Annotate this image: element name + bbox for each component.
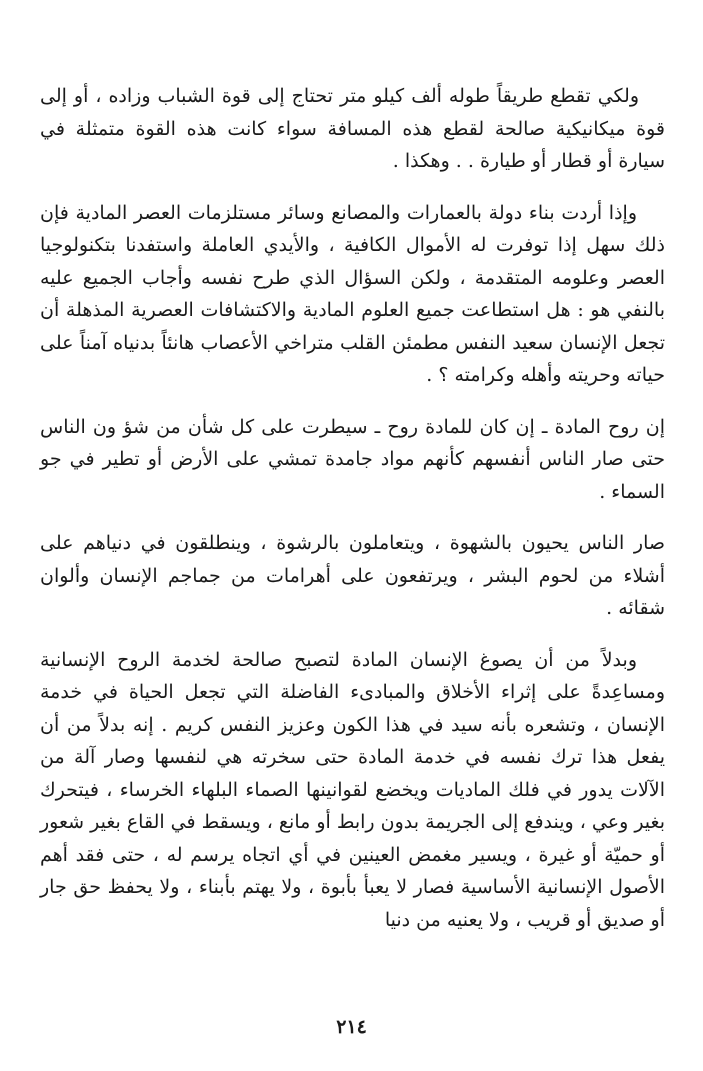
paragraph-3: إن روح المادة ـ إن كان للمادة روح ـ سيطرت على كل شأن من شؤ ون الناس حتى صار الناس أنفسهم كأنهم مواد جامدة تمشي على الأرض أو تطير في جو السماء . — [40, 415, 665, 503]
body-text — [40, 80, 665, 955]
page-number: ٢١٤ — [336, 1016, 367, 1038]
paragraph-2: وإذا أردت بناء دولة بالعمارات والمصانع وسائر مستلزمات العصر المادية فإن ذلك سهل إذا توفرت له الأموال الكافية ، والأيدي العاملة واستفدنا بتكنولوجيا العصر وعلومه المتقدمة ، ولكن السؤال الذي طرح نفسه وأجاب الجميع عليه بالنفي هو : هل استطاعت جميع العلوم المادية والاكتشافات العصرية المذهلة أن تجعل الإنسان سعيد النفس مطمئن القلب متراخي الأعصاب هانئاً بدنياه آمناً على حياته وحريته وأهله وكرامته ؟ . — [40, 201, 665, 386]
paragraph-5: وبدلاً من أن يصوغ الإنسان المادة لتصبح صالحة لخدمة الروح الإنسانية ومساعِدةً على إثراء الأخلاق والمبادىء الفاضلة التي تجعل الحياة في خدمة الإنسان ، وتشعره بأنه سيد في هذا الكون وعزيز النفس كريم . إنه بدلاً من أن يفعل هذا ترك نفسه في خدمة المادة حتى سخرته هي لنفسها وصار آلة من الآلات يدور في فلك الماديات ويخضع لقوانينها الصماء البلهاء الخرساء ، فيتحرك بغير وعي ، ويندفع إلى الجريمة بدون رابط أو مانع ، ويسقط في القاع بغير شعور أو حميّة أو غيرة ، ويسير مغمض العينين في أي اتجاه يرسم له ، حتى فقد أهم الأصول الإنسانية الأساسية فصار لا يعبأ بأبوة ، ولا يهتم بأبناء ، ولا يحفظ حق جار أو صديق أو قريب ، ولا يعنيه من دنيا — [40, 648, 665, 931]
paragraph-4: صار الناس يحيون بالشهوة ، ويتعاملون بالرشوة ، وينطلقون في دنياهم على أشلاء من لحوم البشر ، ويرتفعون على أهرامات من جماجم الإنسان وألوان شقائه . — [40, 532, 665, 619]
paragraph-1: ولكي تقطع طريقاً طوله ألف كيلو متر تحتاج إلى قوة الشباب وزاده ، أو إلى قوة ميكانيكية صالحة لقطع هذه المسافة سواء كانت هذه القوة متمثلة في سيارة أو قطار أو طيارة . . وهكذا . — [40, 85, 665, 172]
